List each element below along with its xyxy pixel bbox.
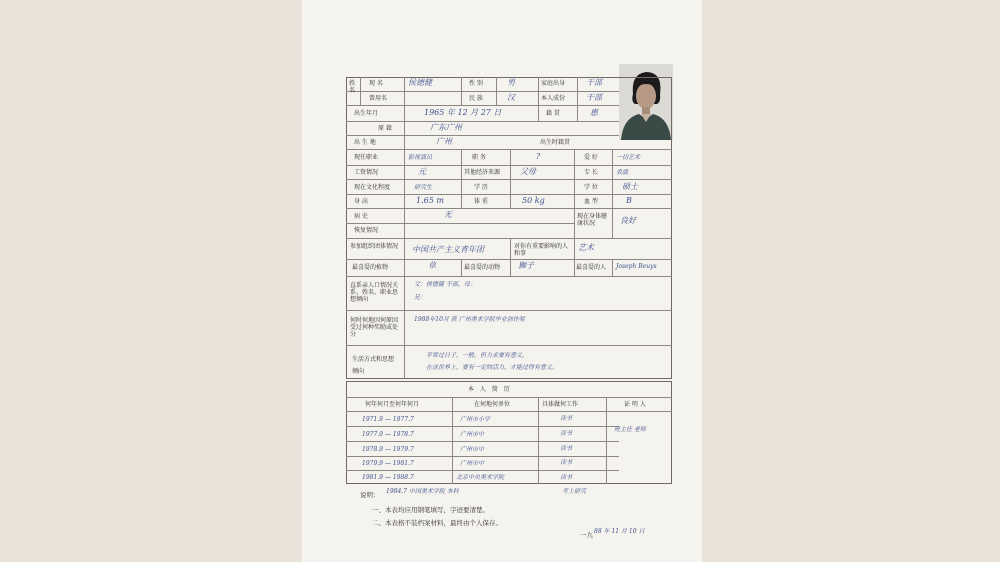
witness-value: 班主任 老师 <box>614 426 646 433</box>
lifestyle-label: 生活方式和思想倾向 <box>352 356 395 375</box>
influence-label: 对你有重要影响的人和事 <box>514 243 569 257</box>
table-rule <box>574 149 575 208</box>
table-rule <box>612 149 613 208</box>
birth-date-label: 出生年月 <box>354 110 379 117</box>
fav-person-value: Joseph Beuys <box>616 263 657 270</box>
height-value: 1.65 m <box>416 196 444 205</box>
hometown-value: 惠 <box>590 108 598 117</box>
date-value: 88 年 11 月 10 日 <box>594 528 645 535</box>
table-rule <box>538 105 539 121</box>
table-rule <box>346 91 619 92</box>
table-rule <box>360 77 361 105</box>
gender-label: 性 别 <box>469 80 483 87</box>
family-line-2: 兄： <box>414 294 427 301</box>
history-unit: 北京中央美术学院 <box>456 474 505 481</box>
blood-value: B <box>626 196 632 205</box>
rewards-value: 1988年10月 获 广州美术学院毕业创作奖 <box>414 316 525 323</box>
table-rule <box>346 194 672 195</box>
history-unit: 广州市中 <box>460 460 485 467</box>
current-name-label: 现 名 <box>369 80 383 87</box>
table-rule <box>346 135 619 136</box>
native-place-label: 原 籍 <box>378 125 392 132</box>
table-rule <box>461 149 462 208</box>
history-period: 1981.9 — 1988.7 <box>362 474 414 481</box>
education-value: 研究生 <box>414 184 433 191</box>
col-unit-header: 在何地何单位 <box>474 401 511 408</box>
table-rule <box>346 259 672 260</box>
history-unit: 广州市中 <box>460 431 485 438</box>
table-rule <box>346 276 672 277</box>
fav-plant-value: 草 <box>428 261 436 270</box>
table-rule <box>346 179 672 180</box>
blood-label: 血 型 <box>584 198 598 205</box>
birth-date-value: 1965 年 12 月 27 日 <box>424 108 502 117</box>
illness-label: 病 史 <box>354 213 368 220</box>
table-rule <box>346 397 672 398</box>
table-rule <box>346 441 619 442</box>
table-rule <box>496 77 497 105</box>
current-name-value: 侯德健 <box>408 78 432 87</box>
name-label: 姓名 <box>349 80 356 94</box>
position-value: ? <box>536 152 541 161</box>
gender-value: 男 <box>507 78 515 87</box>
table-rule <box>346 345 672 346</box>
height-label: 身 高 <box>354 198 368 205</box>
income-value: 元 <box>418 167 426 176</box>
table-rule <box>510 259 511 276</box>
instruction-2: 二、本表格不装档案材料，最终由个人保存。 <box>372 519 502 527</box>
table-rule <box>510 149 511 208</box>
org-label: 参加组织团体情况 <box>350 243 399 250</box>
table-rule <box>346 149 672 150</box>
birthplace-label: 出 生 地 <box>354 139 376 146</box>
table-rule <box>461 77 462 105</box>
history-work: 读书 <box>560 430 573 437</box>
table-rule <box>346 238 672 239</box>
former-name-label: 曾用名 <box>369 95 388 102</box>
other-income-label: 其他经济来源 <box>464 169 501 176</box>
recovery-label: 恢复情况 <box>354 227 379 234</box>
position-label: 职 务 <box>472 154 486 161</box>
table-rule <box>538 397 539 484</box>
personal-status-value: 干部 <box>586 93 602 102</box>
ethnicity-value: 汉 <box>507 93 515 102</box>
note-value: 1984.7 中国美术学院 本科 <box>386 488 459 495</box>
illness-value: 无 <box>444 210 452 219</box>
influence-value: 艺术 <box>578 243 594 252</box>
history-work: 读书 <box>560 474 573 481</box>
birthplace-value: 广州 <box>436 137 452 146</box>
col-witness-header: 证 明 人 <box>624 401 646 408</box>
table-rule <box>574 238 575 259</box>
history-period: 1977.9 — 1978.7 <box>362 431 414 438</box>
table-rule <box>346 426 619 427</box>
degree-label: 学 位 <box>584 184 598 191</box>
history-title: 本 人 简 历 <box>468 386 512 393</box>
hobby-label: 爱 好 <box>584 154 598 161</box>
table-rule <box>612 259 613 276</box>
fav-plant-label: 最喜爱的植物 <box>352 264 389 271</box>
history-period: 1978.9 — 1979.7 <box>362 446 414 453</box>
date-prefix: 一九 <box>580 531 593 539</box>
note-tail: 考上研究 <box>562 488 587 495</box>
degree-value: 硕士 <box>622 182 638 191</box>
other-income-value: 父母 <box>520 167 536 176</box>
weight-value: 50 kg <box>522 196 545 205</box>
table-rule <box>346 411 672 412</box>
table-rule <box>577 105 578 121</box>
table-rule <box>606 397 607 484</box>
table-rule <box>574 259 575 276</box>
specialty-value: 表演 <box>616 169 629 176</box>
history-work: 读书 <box>560 445 573 452</box>
family-origin-value: 干部 <box>586 78 602 87</box>
health-label: 现在身体健康状况 <box>577 213 608 227</box>
history-unit: 广州市中 <box>460 446 485 453</box>
family-line-1: 父：侯德健 干部，母： <box>414 281 476 288</box>
education-level-label: 学 历 <box>474 184 488 191</box>
history-work: 读书 <box>560 415 573 422</box>
weight-label: 体 重 <box>474 198 488 205</box>
hobby-value: 一切艺术 <box>616 154 641 161</box>
fav-animal-value: 狮子 <box>518 261 534 270</box>
table-rule <box>346 121 619 122</box>
rewards-label: 何时何地因何原因受过何种奖励或处分 <box>350 317 399 338</box>
table-rule <box>577 77 578 105</box>
ethnicity-label: 民 族 <box>469 95 483 102</box>
table-rule <box>346 456 619 457</box>
table-rule <box>574 208 575 238</box>
health-value: 良好 <box>620 216 636 225</box>
table-rule <box>346 105 619 106</box>
note-label: 说明： <box>360 491 380 499</box>
table-rule <box>346 165 672 166</box>
table-rule <box>346 470 619 471</box>
table-rule <box>346 310 672 311</box>
family-label: 直系亲人口情况关系、姓名、职业思想倾向 <box>350 282 399 303</box>
fav-person-label: 最喜爱的人 <box>576 264 607 271</box>
table-rule <box>538 77 539 105</box>
table-rule <box>404 77 405 379</box>
occupation-label: 现任职业 <box>354 154 379 161</box>
income-label: 工资情况 <box>354 169 379 176</box>
birth-residence-label: 出生时籍贯 <box>540 139 571 146</box>
native-place-value: 广东广州 <box>430 123 462 132</box>
table-rule <box>612 208 613 238</box>
col-period-header: 何年何月至何年何月 <box>365 401 420 408</box>
table-rule <box>452 397 453 484</box>
col-work-header: 具体做何工作 <box>542 401 579 408</box>
lifestyle-line-2: 在这世界上，要有一定的活力，才能过得有意义。 <box>426 364 559 371</box>
occupation-value: 影视演员 <box>408 154 433 161</box>
table-rule <box>346 223 574 224</box>
specialty-label: 专 长 <box>584 169 598 176</box>
org-value: 中国共产主义青年团 <box>412 245 484 254</box>
instruction-1: 一、本表均应用钢笔填写，字迹要清楚。 <box>372 506 489 514</box>
hometown-label: 籍 贯 <box>546 110 560 117</box>
table-rule <box>510 238 511 259</box>
fav-animal-label: 最喜爱的动物 <box>464 264 501 271</box>
history-period: 1979.9 — 1981.7 <box>362 460 414 467</box>
family-origin-label: 家庭出身 <box>541 80 566 87</box>
personal-status-label: 本人成份 <box>541 95 566 102</box>
table-rule <box>346 208 672 209</box>
lifestyle-line-1: 平常过日子，一般，但力求要有意义。 <box>426 352 529 359</box>
history-work: 读书 <box>560 459 573 466</box>
education-label: 现在文化程度 <box>354 184 391 191</box>
table-rule <box>461 259 462 276</box>
history-unit: 广州市小学 <box>460 416 491 423</box>
history-period: 1971.9 — 1977.7 <box>362 416 414 423</box>
